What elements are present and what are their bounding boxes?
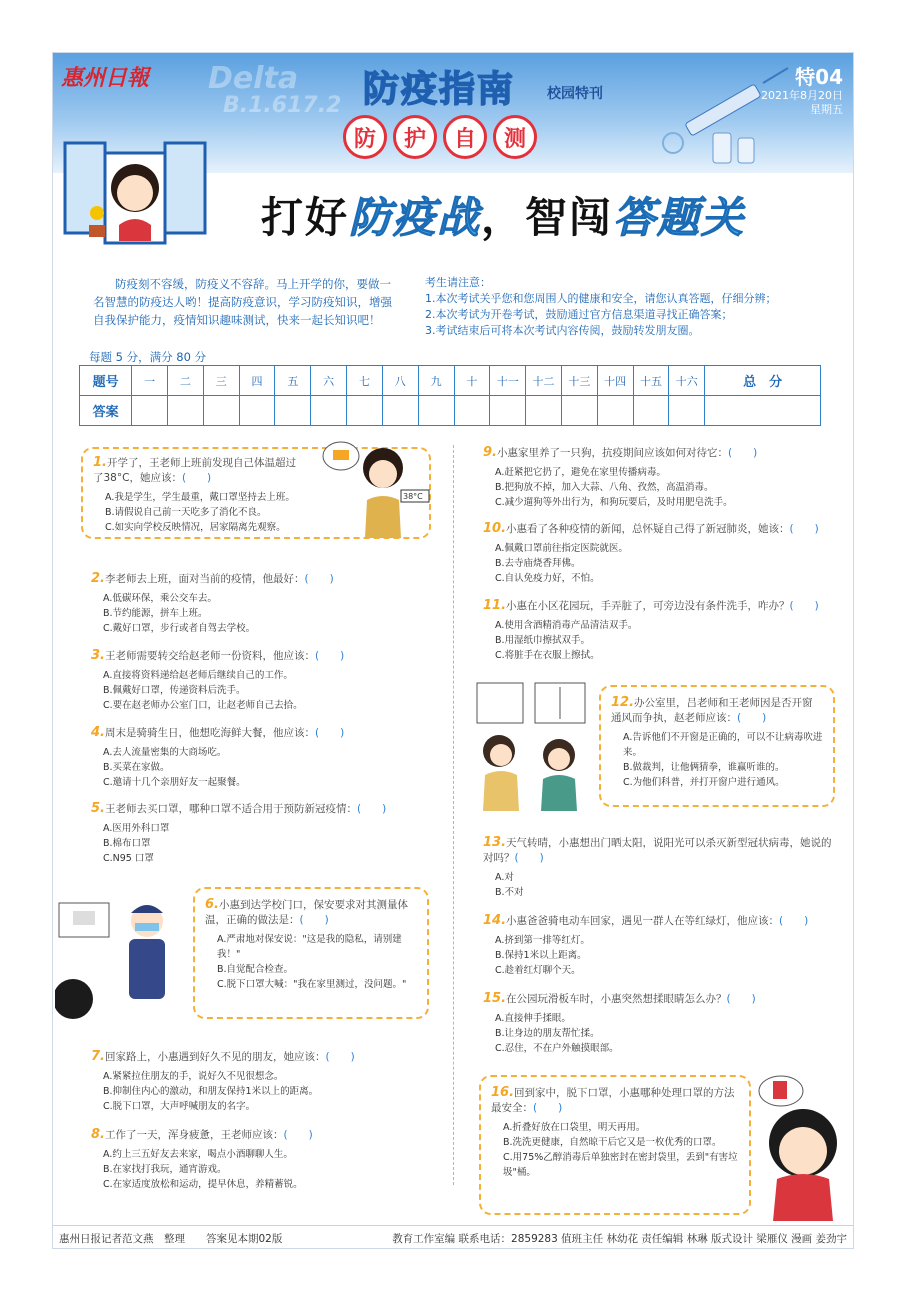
question-6: 6.小惠到达学校门口，保安要求对其测量体温，正确的做法是：( ) A.严肃地对保安说："这是我的隐私，请别建我！" B.自觉配合检查。 C.脱下口罩大喊："我在家里测过，没问题。" <box>193 887 429 1019</box>
question-option: A.折叠好放在口袋里，明天再用。 <box>503 1122 646 1133</box>
question-option: C.脱下口罩大喊："我在家里测过，没问题。" <box>217 979 407 990</box>
answer-table-header-row <box>80 366 821 396</box>
question-number-cell: 十 <box>454 366 490 396</box>
answer-cell[interactable] <box>418 396 454 426</box>
question-option: B.让身边的朋友帮忙揉。 <box>495 1028 600 1039</box>
girl-mask-disposal-illustration <box>751 1073 851 1221</box>
notice-item: 1.本次考试关乎您和您周围人的健康和安全，请您认真答题，仔细分辨； <box>425 292 777 305</box>
header-bg-text-variant: B.1.617.2 <box>223 93 342 118</box>
question-number-cell: 六 <box>311 366 347 396</box>
question-stem: 小惠到达学校门口，保安要求对其测量体温，正确的做法是： <box>205 899 408 926</box>
question-stem: 在公园玩滑板车时，小惠突然想揉眼睛怎么办？ <box>506 993 727 1005</box>
headline-part: 打好 <box>261 193 350 242</box>
question-16: 16.回到家中，脱下口罩，小惠哪种处理口罩的方法最安全：( ) A.折叠好放在口袋里，明天再用。 B.洗洗更健康，自然晾干后它又是一枚优秀的口罩。 C.用75%乙醇消毒后单独密封在密封袋里，丢到"有害垃圾"桶。 <box>479 1075 751 1215</box>
question-stem: 王老师去买口罩，哪种口罩不适合用于预防新冠疫情： <box>104 803 357 815</box>
question-option: B.不对 <box>495 887 524 898</box>
question-number: 8. <box>91 1127 105 1142</box>
question-stem: 开学了，王老师上班前发现自己体温超过了38°C，她应该： <box>93 457 296 484</box>
question-option: C.忍住，不在户外触摸眼部。 <box>495 1043 619 1054</box>
question-12: 12.办公室里，吕老师和王老师因是否开窗通风而争执，赵老师应该：( ) A.告诉他们不开窗是正确的，可以不让病毒吹进来。 B.做裁判，让他俩猜拳，谁赢听谁的。 C.为他们科普，并打开窗户进行通风。 <box>599 685 835 807</box>
question-option: B.节约能源，拼车上班。 <box>103 608 208 619</box>
answer-cell[interactable] <box>526 396 562 426</box>
question-option: A.挤到第一排等红灯。 <box>495 935 590 946</box>
question-3: 3.王老师需要转交给赵老师一份资料，他应该：( ) A.直接将资料递给赵老师后继续自己的工作。 B.佩戴好口罩，传递资料后洗手。 C.要在赵老师办公室门口，让赵老师自己去拾。 <box>91 648 431 713</box>
question-option: B.保持1米以上距离。 <box>495 950 587 961</box>
answer-cell[interactable] <box>454 396 490 426</box>
question-option: C.在家适度放松和运动，提早休息，养精蓄锐。 <box>103 1179 303 1190</box>
question-option: A.医用外科口罩 <box>103 823 170 834</box>
main-headline <box>261 185 745 245</box>
theme-pill: 护 <box>393 115 437 159</box>
question-option: A.佩戴口罩前往指定医院就医。 <box>495 543 628 554</box>
question-number: 2. <box>91 571 105 586</box>
question-stem: 小惠爸爸骑电动车回家，遇见一群人在等红绿灯，他应该： <box>506 915 780 927</box>
notice-item: 3.考试结束后可将本次考试内容传阅，鼓励转发朋友圈。 <box>425 324 700 337</box>
footer-staff: 教育工作室编 联系电话：2859283 值班主任 林幼花 责任编辑 林琳 版式设计 梁雁仪 漫画 姜劲宇 <box>392 1233 847 1245</box>
theme-pill: 自 <box>443 115 487 159</box>
question-option: A.低碳环保，乘公交车去。 <box>103 593 217 604</box>
question-10: 10.小惠看了各种疫情的新闻，总怀疑自己得了新冠肺炎，她该：( ) A.佩戴口罩前往指定医院就医。 B.去寺庙烧香拜佛。 C.自认免疫力好，不怕。 <box>483 521 833 586</box>
question-stem: 小惠在小区花园玩，手弄脏了，可旁边没有条件洗手，咋办？ <box>506 600 790 612</box>
question-option: A.去人流量密集的大商场吃。 <box>103 747 227 758</box>
question-2: 2.李老师去上班，面对当前的疫情，他最好：( ) A.低碳环保，乘公交车去。 B.节约能源，拼车上班。 C.戴好口罩，步行或者自驾去学校。 <box>91 571 431 636</box>
question-number: 11. <box>483 598 507 613</box>
answer-cell[interactable] <box>239 396 275 426</box>
answer-cell[interactable] <box>561 396 597 426</box>
question-stem: 天气转晴，小惠想出门晒太阳，说阳光可以杀灭新型冠状病毒，她说的对吗？ <box>483 837 832 864</box>
question-number-cell: 十四 <box>597 366 633 396</box>
question-number: 6. <box>205 897 219 912</box>
question-option: A.我是学生，学生最重，戴口罩坚持去上班。 <box>105 492 295 503</box>
theme-pill: 防 <box>343 115 387 159</box>
question-option: B.抑制住内心的激动，和朋友保持1米以上的距离。 <box>103 1086 319 1097</box>
answer-table <box>79 365 821 426</box>
question-number-cell: 二 <box>168 366 204 396</box>
exam-notice <box>425 275 845 339</box>
question-number: 5. <box>91 801 105 816</box>
theme-pill: 测 <box>493 115 537 159</box>
answer-cell[interactable] <box>669 396 705 426</box>
notice-item: 2.本次考试为开卷考试，鼓励通过官方信息渠道寻找正确答案； <box>425 308 733 321</box>
publish-date: 2021年8月20日 <box>761 89 843 102</box>
answer-cell[interactable] <box>168 396 204 426</box>
question-stem: 李老师去上班，面对当前的疫情，他最好： <box>104 573 305 585</box>
row-label: 答案 <box>80 396 132 426</box>
syringe-illustration <box>653 63 793 168</box>
question-option: A.赶紧把它扔了，避免在家里传播病毒。 <box>495 467 666 478</box>
security-guard-illustration <box>55 891 193 1019</box>
question-option: A.直接将资料递给赵老师后继续自己的工作。 <box>103 670 293 681</box>
question-stem: 回到家中，脱下口罩，小惠哪种处理口罩的方法最安全： <box>491 1087 735 1114</box>
question-number-cell: 三 <box>203 366 239 396</box>
question-option: B.棉布口罩 <box>103 838 151 849</box>
question-number: 13. <box>483 835 507 850</box>
question-number-cell: 八 <box>382 366 418 396</box>
question-option: C.为他们科普，并打开窗户进行通风。 <box>623 777 785 788</box>
page-footer <box>53 1225 853 1248</box>
answer-cell[interactable] <box>382 396 418 426</box>
question-number-cell: 十三 <box>561 366 597 396</box>
question-stem: 周末是骑骑生日，他想吃海鲜大餐，他应该： <box>104 727 315 739</box>
question-number: 14. <box>483 913 507 928</box>
question-number-cell: 五 <box>275 366 311 396</box>
question-number-cell: 四 <box>239 366 275 396</box>
total-score-label: 总 分 <box>705 366 821 396</box>
question-stem: 小惠看了各种疫情的新闻，总怀疑自己得了新冠肺炎，她该： <box>506 523 790 535</box>
question-number-cell: 十二 <box>526 366 562 396</box>
question-8: 8.工作了一天，浑身疲惫，王老师应该：( ) A.约上三五好友去来家，喝点小酒聊聊人生。 B.在家找打我玩，通宵游戏。 C.在家适度放松和运动，提早休息，养精蓄锐。 <box>91 1127 431 1192</box>
question-number-cell: 一 <box>132 366 168 396</box>
question-option: B.把狗放不掉，加入大蒜、八角、孜然，高温消毒。 <box>495 482 714 493</box>
question-stem: 王老师需要转交给赵老师一份资料，他应该： <box>104 650 315 662</box>
newspaper-page <box>52 52 854 1249</box>
theme-pills <box>343 115 537 159</box>
question-9: 9.小惠家里养了一只狗，抗疫期间应该如何对待它：( ) A.赶紧把它扔了，避免在家里传播病毒。 B.把狗放不掉，加入大蒜、八角、孜然，高温消毒。 C.减少遛狗等外出行为，和狗玩要后，及时用肥皂洗手。 <box>483 445 833 510</box>
question-option: B.在家找打我玩，通宵游戏。 <box>103 1164 227 1175</box>
question-option: C.趁着红灯聊个天。 <box>495 965 581 976</box>
publish-weekday: 星期五 <box>810 103 843 116</box>
header-bg-text: Delta <box>208 61 299 96</box>
question-14: 14.小惠爸爸骑电动车回家，遇见一群人在等红绿灯，他应该：( ) A.挤到第一排等红灯。 B.保持1米以上距离。 C.趁着红灯聊个天。 <box>483 913 833 978</box>
question-option: C.如实向学校反映情况，居家隔离先观察。 <box>105 522 286 533</box>
answer-cell[interactable] <box>311 396 347 426</box>
answer-cell[interactable] <box>203 396 239 426</box>
girl-in-window-illustration <box>57 133 207 253</box>
topic-title: 防疫指南 <box>363 69 516 110</box>
question-number: 10. <box>483 521 507 536</box>
question-option: A.约上三五好友去来家，喝点小酒聊聊人生。 <box>103 1149 293 1160</box>
question-number: 1. <box>93 455 107 470</box>
question-stem: 办公室里，吕老师和王老师因是否开窗通风而争执，赵老师应该： <box>611 697 813 724</box>
notice-title: 考生请注意： <box>425 276 491 289</box>
edition-number: 特04 <box>795 65 843 89</box>
question-number: 12. <box>611 695 635 710</box>
answer-cell[interactable] <box>490 396 526 426</box>
question-15: 15.在公园玩滑板车时，小惠突然想揉眼睛怎么办？( ) A.直接伸手揉眼。 B.让身边的朋友帮忙揉。 C.忍住，不在户外触摸眼部。 <box>483 991 833 1056</box>
topic-subtitle: 校园特刊 <box>547 86 603 102</box>
question-number: 3. <box>91 648 105 663</box>
question-option: B.自觉配合检查。 <box>217 964 294 975</box>
question-option: C.自认免疫力好，不怕。 <box>495 573 600 584</box>
question-7: 7.回家路上，小惠遇到好久不见的朋友，她应该：( ) A.紧紧拉住朋友的手，说好久不见很想念。 B.抑制住内心的激动，和朋友保持1米以上的距离。 C.脱下口罩，大声呼喊朋友的名字。 <box>91 1049 431 1114</box>
question-option: C.减少遛狗等外出行为，和狗玩要后，及时用肥皂洗手。 <box>495 497 733 508</box>
question-5: 5.王老师去买口罩，哪种口罩不适合用于预防新冠疫情：( ) A.医用外科口罩 B.棉布口罩 C.N95 口罩 <box>91 801 431 866</box>
answer-table-answer-row <box>80 396 821 426</box>
headline-part: ，智闯 <box>481 193 614 242</box>
question-number: 7. <box>91 1049 105 1064</box>
question-stem: 回家路上，小惠遇到好久不见的朋友，她应该： <box>104 1051 326 1063</box>
scoring-rule: 每题 5 分，满分 80 分 <box>89 350 207 364</box>
question-option: B.去寺庙烧香拜佛。 <box>495 558 581 569</box>
total-score-cell[interactable] <box>705 396 821 426</box>
question-option: C.将脏手在衣服上擦拭。 <box>495 650 600 661</box>
question-option: A.严肃地对保安说："这是我的隐私，请别建我！" <box>217 934 402 960</box>
teacher-thermometer-illustration <box>321 438 431 538</box>
question-number-cell: 十五 <box>633 366 669 396</box>
question-number-cell: 九 <box>418 366 454 396</box>
question-number: 15. <box>483 991 507 1006</box>
question-option: C.用75%乙醇消毒后单独密封在密封袋里，丢到"有害垃圾"桶。 <box>503 1152 738 1178</box>
question-option: B.请假说自己前一天吃多了消化不良。 <box>105 507 267 518</box>
question-option: A.对 <box>495 872 514 883</box>
question-option: A.紧紧拉住朋友的手，说好久不见很想念。 <box>103 1071 284 1082</box>
masthead-logo: 惠州日報 <box>61 65 150 91</box>
headline-emphasis: 答题关 <box>613 193 746 242</box>
question-number: 4. <box>91 725 105 740</box>
question-number-cell: 十六 <box>669 366 705 396</box>
question-stem: 工作了一天，浑身疲惫，王老师应该： <box>104 1129 284 1141</box>
answer-cell[interactable] <box>633 396 669 426</box>
question-option: C.脱下口罩，大声呼喊朋友的名字。 <box>103 1101 256 1112</box>
thermometer-reading: 38°C <box>403 492 423 501</box>
answer-cell[interactable] <box>597 396 633 426</box>
question-number-cell: 十一 <box>490 366 526 396</box>
question-1: 1.开学了，王老师上班前发现自己体温超过了38°C，她应该：( ) A.我是学生，学生最重，戴口罩坚持去上班。 B.请假说自己前一天吃多了消化不良。 C.如实向学校反映情况，居家隔离先观察。 <box>81 447 431 539</box>
question-option: A.使用含酒精消毒产品清洁双手。 <box>495 620 638 631</box>
question-option: A.告诉他们不开窗是正确的，可以不让病毒吹进来。 <box>623 732 823 758</box>
question-option: B.洗洗更健康，自然晾干后它又是一枚优秀的口罩。 <box>503 1137 722 1148</box>
question-number-cell: 七 <box>347 366 383 396</box>
answer-cell[interactable] <box>132 396 168 426</box>
question-option: B.佩戴好口罩，传递资料后洗手。 <box>103 685 246 696</box>
question-option: C.N95 口罩 <box>103 853 154 864</box>
question-option: C.邀请十几个亲朋好友一起聚餐。 <box>103 777 246 788</box>
question-option: C.戴好口罩，步行或者自驾去学校。 <box>103 623 256 634</box>
question-option: B.用湿纸巾擦拭双手。 <box>495 635 591 646</box>
question-number: 9. <box>483 445 497 460</box>
answer-cell[interactable] <box>347 396 383 426</box>
row-label: 题号 <box>80 366 132 396</box>
intro-paragraph: 防疫刻不容缓，防疫义不容辞。马上开学的你，要做一名智慧的防疫达人哟！提高防疫意识，学习防疫知识，增强自我保护能力，疫情知识趣味测试，快来一起长知识吧！ <box>93 277 392 327</box>
column-divider <box>453 445 454 1185</box>
question-4: 4.周末是骑骑生日，他想吃海鲜大餐，他应该：( ) A.去人流量密集的大商场吃。 B.买菜在家做。 C.邀请十几个亲朋好友一起聚餐。 <box>91 725 431 790</box>
question-option: C.要在赵老师办公室门口，让赵老师自己去拾。 <box>103 700 303 711</box>
headline-emphasis: 防疫战 <box>349 193 482 242</box>
question-number: 16. <box>491 1085 515 1100</box>
question-stem: 小惠家里养了一只狗，抗疫期间应该如何对待它： <box>496 447 728 459</box>
question-option: A.直接伸手揉眼。 <box>495 1013 571 1024</box>
question-13: 13.天气转晴，小惠想出门晒太阳，说阳光可以杀灭新型冠状病毒，她说的对吗？( ) A.对 B.不对 <box>483 835 832 898</box>
teachers-arguing-illustration <box>469 679 601 811</box>
answer-cell[interactable] <box>275 396 311 426</box>
question-option: B.做裁判，让他俩猜拳，谁赢听谁的。 <box>623 762 785 773</box>
question-11: 11.小惠在小区花园玩，手弄脏了，可旁边没有条件洗手，咋办？( ) A.使用含酒精消毒产品清洁双手。 B.用湿纸巾擦拭双手。 C.将脏手在衣服上擦拭。 <box>483 598 833 663</box>
question-option: B.买菜在家做。 <box>103 762 170 773</box>
footer-credit: 惠州日报记者范文燕 整理 答案见本期02版 <box>59 1233 283 1245</box>
